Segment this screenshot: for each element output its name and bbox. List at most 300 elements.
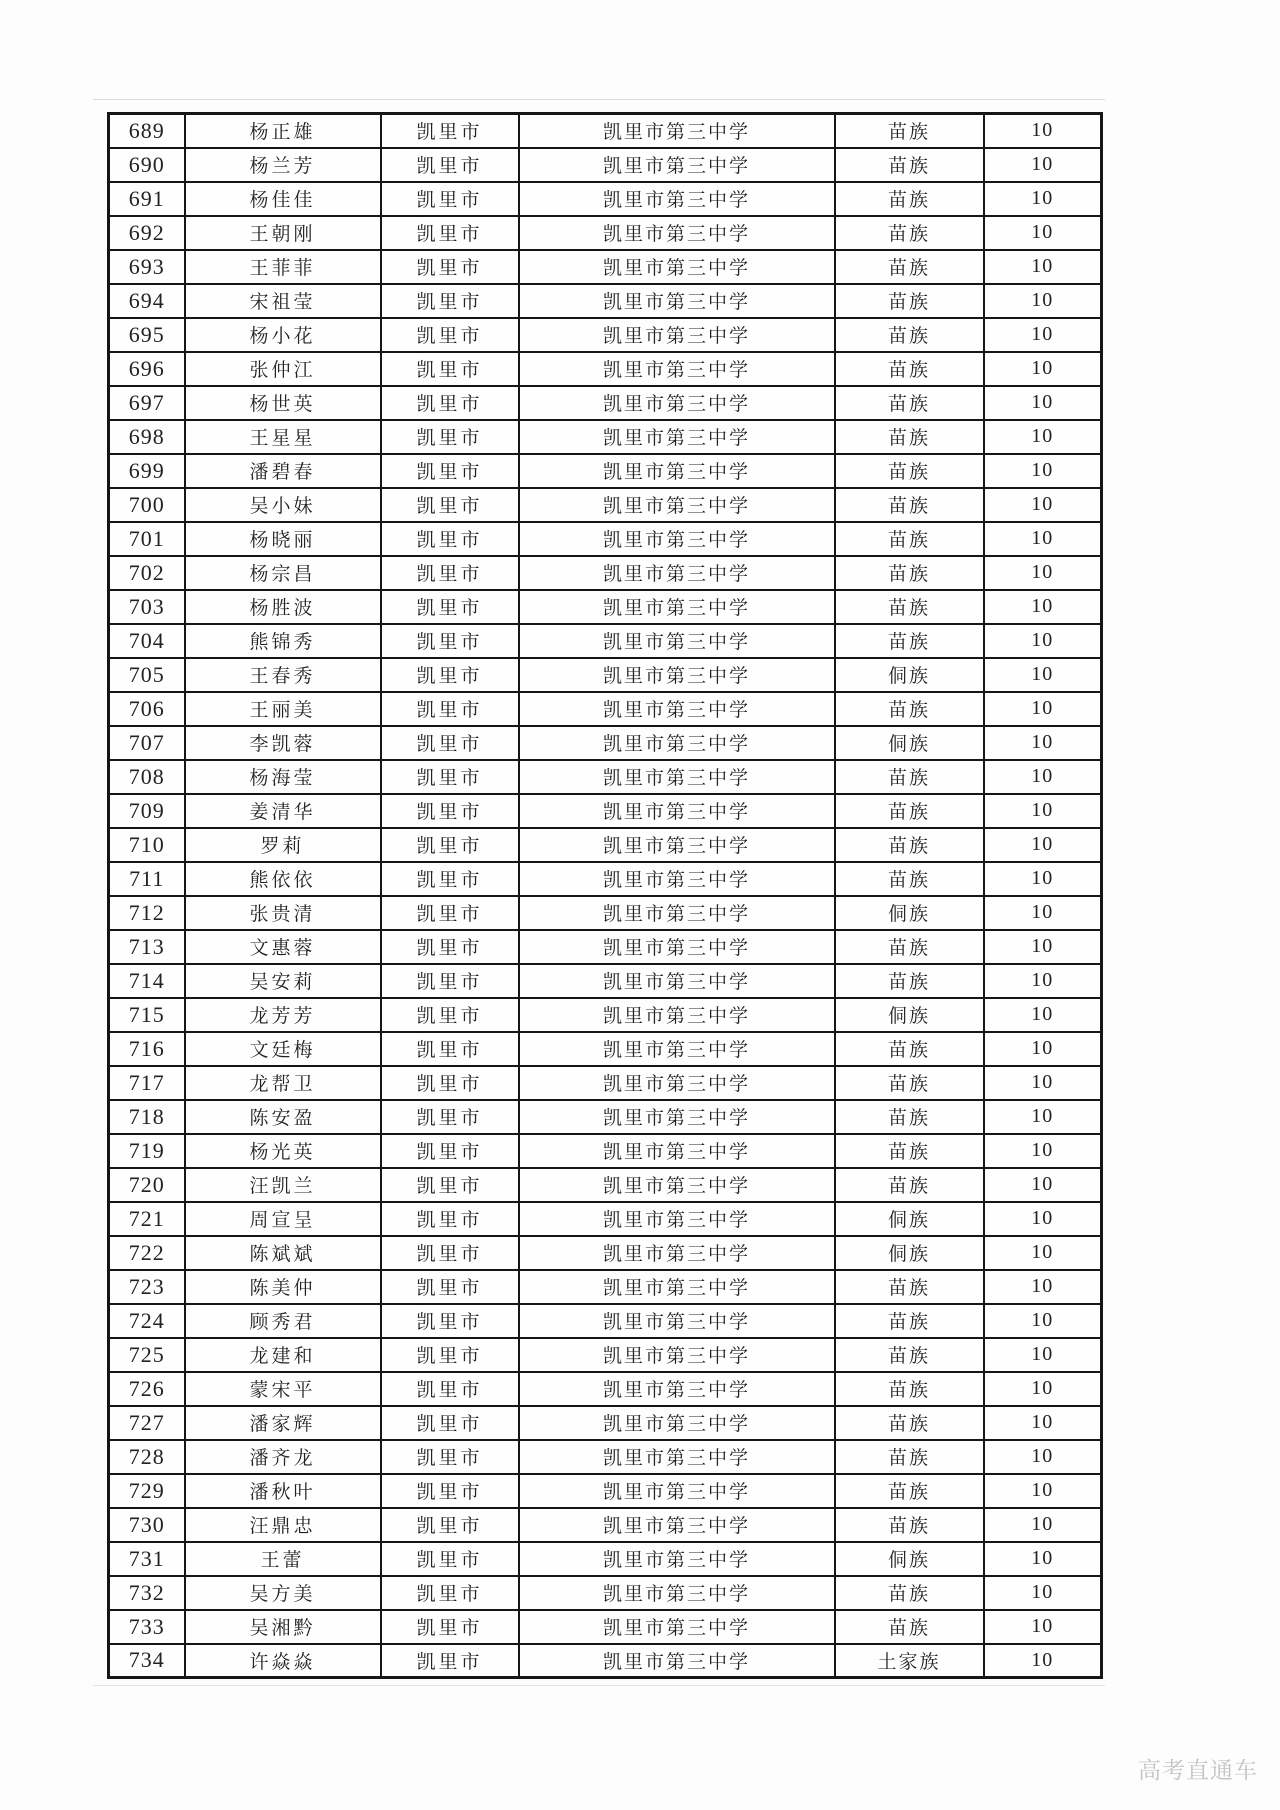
cell-name: 王菲菲 bbox=[185, 250, 381, 284]
cell-ethnicity: 土家族 bbox=[835, 1644, 984, 1678]
table-row bbox=[109, 420, 1102, 454]
cell-ethnicity: 苗族 bbox=[835, 1100, 984, 1134]
cell-points: 10 bbox=[984, 1168, 1102, 1202]
cell-city: 凯里市 bbox=[381, 556, 519, 590]
table-row bbox=[109, 1644, 1102, 1678]
cell-points: 10 bbox=[984, 760, 1102, 794]
cell-name: 吴方美 bbox=[185, 1576, 381, 1610]
cell-school: 凯里市第三中学 bbox=[519, 284, 835, 318]
cell-city: 凯里市 bbox=[381, 1202, 519, 1236]
cell-school: 凯里市第三中学 bbox=[519, 658, 835, 692]
cell-city: 凯里市 bbox=[381, 1542, 519, 1576]
cell-city: 凯里市 bbox=[381, 930, 519, 964]
cell-points: 10 bbox=[984, 420, 1102, 454]
cell-city: 凯里市 bbox=[381, 1270, 519, 1304]
cell-ethnicity: 苗族 bbox=[835, 1610, 984, 1644]
cell-school: 凯里市第三中学 bbox=[519, 522, 835, 556]
table-row bbox=[109, 1406, 1102, 1440]
cell-points: 10 bbox=[984, 1236, 1102, 1270]
cell-school: 凯里市第三中学 bbox=[519, 998, 835, 1032]
cell-points: 10 bbox=[984, 1032, 1102, 1066]
cell-ethnicity: 侗族 bbox=[835, 1236, 984, 1270]
cell-ethnicity: 苗族 bbox=[835, 1406, 984, 1440]
cell-name: 龙建和 bbox=[185, 1338, 381, 1372]
cell-name: 王丽美 bbox=[185, 692, 381, 726]
cell-number: 695 bbox=[109, 318, 185, 352]
cell-city: 凯里市 bbox=[381, 318, 519, 352]
table-row bbox=[109, 726, 1102, 760]
table-row bbox=[109, 1032, 1102, 1066]
cell-school: 凯里市第三中学 bbox=[519, 896, 835, 930]
cell-ethnicity: 苗族 bbox=[835, 114, 984, 148]
cell-school: 凯里市第三中学 bbox=[519, 1372, 835, 1406]
cell-school: 凯里市第三中学 bbox=[519, 114, 835, 148]
cell-points: 10 bbox=[984, 454, 1102, 488]
cell-school: 凯里市第三中学 bbox=[519, 794, 835, 828]
cell-points: 10 bbox=[984, 1644, 1102, 1678]
table-row bbox=[109, 250, 1102, 284]
cell-name: 陈美仲 bbox=[185, 1270, 381, 1304]
cell-name: 吴安莉 bbox=[185, 964, 381, 998]
cell-name: 文廷梅 bbox=[185, 1032, 381, 1066]
table-row bbox=[109, 862, 1102, 896]
cell-city: 凯里市 bbox=[381, 1236, 519, 1270]
cell-ethnicity: 苗族 bbox=[835, 624, 984, 658]
cell-name: 李凯蓉 bbox=[185, 726, 381, 760]
cell-ethnicity: 苗族 bbox=[835, 386, 984, 420]
table-row bbox=[109, 624, 1102, 658]
cell-school: 凯里市第三中学 bbox=[519, 760, 835, 794]
roster-table-body bbox=[109, 114, 1102, 1678]
cell-points: 10 bbox=[984, 1474, 1102, 1508]
cell-school: 凯里市第三中学 bbox=[519, 556, 835, 590]
cell-name: 罗莉 bbox=[185, 828, 381, 862]
cell-number: 728 bbox=[109, 1440, 185, 1474]
cell-number: 709 bbox=[109, 794, 185, 828]
cell-points: 10 bbox=[984, 1508, 1102, 1542]
cell-school: 凯里市第三中学 bbox=[519, 1100, 835, 1134]
table-row bbox=[109, 658, 1102, 692]
cell-city: 凯里市 bbox=[381, 760, 519, 794]
cell-city: 凯里市 bbox=[381, 726, 519, 760]
cell-points: 10 bbox=[984, 1134, 1102, 1168]
cell-school: 凯里市第三中学 bbox=[519, 454, 835, 488]
cell-city: 凯里市 bbox=[381, 216, 519, 250]
cell-city: 凯里市 bbox=[381, 1440, 519, 1474]
cell-name: 吴湘黔 bbox=[185, 1610, 381, 1644]
cell-name: 王朝刚 bbox=[185, 216, 381, 250]
cell-points: 10 bbox=[984, 556, 1102, 590]
cell-number: 690 bbox=[109, 148, 185, 182]
cell-points: 10 bbox=[984, 114, 1102, 148]
table-row bbox=[109, 1576, 1102, 1610]
cell-ethnicity: 侗族 bbox=[835, 658, 984, 692]
cell-school: 凯里市第三中学 bbox=[519, 1270, 835, 1304]
cell-city: 凯里市 bbox=[381, 1134, 519, 1168]
cell-name: 张仲江 bbox=[185, 352, 381, 386]
table-row bbox=[109, 1508, 1102, 1542]
cell-ethnicity: 苗族 bbox=[835, 284, 984, 318]
cell-school: 凯里市第三中学 bbox=[519, 1406, 835, 1440]
cell-number: 702 bbox=[109, 556, 185, 590]
cell-name: 龙芳芳 bbox=[185, 998, 381, 1032]
cell-name: 汪凯兰 bbox=[185, 1168, 381, 1202]
cell-city: 凯里市 bbox=[381, 250, 519, 284]
cell-points: 10 bbox=[984, 386, 1102, 420]
cell-number: 724 bbox=[109, 1304, 185, 1338]
cell-ethnicity: 苗族 bbox=[835, 318, 984, 352]
cell-number: 720 bbox=[109, 1168, 185, 1202]
cell-city: 凯里市 bbox=[381, 658, 519, 692]
cell-school: 凯里市第三中学 bbox=[519, 1338, 835, 1372]
cell-number: 691 bbox=[109, 182, 185, 216]
cell-school: 凯里市第三中学 bbox=[519, 1168, 835, 1202]
cell-school: 凯里市第三中学 bbox=[519, 1202, 835, 1236]
table-row bbox=[109, 1338, 1102, 1372]
cell-school: 凯里市第三中学 bbox=[519, 216, 835, 250]
cell-city: 凯里市 bbox=[381, 692, 519, 726]
cell-points: 10 bbox=[984, 794, 1102, 828]
cell-name: 熊依依 bbox=[185, 862, 381, 896]
cell-number: 703 bbox=[109, 590, 185, 624]
cell-points: 10 bbox=[984, 318, 1102, 352]
cell-school: 凯里市第三中学 bbox=[519, 386, 835, 420]
table-row bbox=[109, 1202, 1102, 1236]
cell-name: 文惠蓉 bbox=[185, 930, 381, 964]
cell-school: 凯里市第三中学 bbox=[519, 590, 835, 624]
table-row bbox=[109, 930, 1102, 964]
table-row bbox=[109, 760, 1102, 794]
cell-city: 凯里市 bbox=[381, 1644, 519, 1678]
cell-name: 陈斌斌 bbox=[185, 1236, 381, 1270]
cell-school: 凯里市第三中学 bbox=[519, 1474, 835, 1508]
cell-ethnicity: 苗族 bbox=[835, 590, 984, 624]
table-row bbox=[109, 1270, 1102, 1304]
cell-points: 10 bbox=[984, 182, 1102, 216]
cell-number: 734 bbox=[109, 1644, 185, 1678]
cell-city: 凯里市 bbox=[381, 1338, 519, 1372]
table-row bbox=[109, 692, 1102, 726]
table-row bbox=[109, 896, 1102, 930]
cell-school: 凯里市第三中学 bbox=[519, 1304, 835, 1338]
cell-ethnicity: 苗族 bbox=[835, 1134, 984, 1168]
cell-school: 凯里市第三中学 bbox=[519, 726, 835, 760]
cell-ethnicity: 苗族 bbox=[835, 1032, 984, 1066]
cell-ethnicity: 苗族 bbox=[835, 522, 984, 556]
cell-number: 716 bbox=[109, 1032, 185, 1066]
cell-points: 10 bbox=[984, 1440, 1102, 1474]
cell-city: 凯里市 bbox=[381, 1032, 519, 1066]
cell-ethnicity: 苗族 bbox=[835, 454, 984, 488]
table-row bbox=[109, 216, 1102, 250]
cell-name: 熊锦秀 bbox=[185, 624, 381, 658]
cell-number: 713 bbox=[109, 930, 185, 964]
cell-number: 711 bbox=[109, 862, 185, 896]
table-row bbox=[109, 1236, 1102, 1270]
cell-ethnicity: 侗族 bbox=[835, 998, 984, 1032]
table-row bbox=[109, 114, 1102, 148]
cell-number: 721 bbox=[109, 1202, 185, 1236]
table-row bbox=[109, 964, 1102, 998]
table-row bbox=[109, 318, 1102, 352]
cell-ethnicity: 苗族 bbox=[835, 862, 984, 896]
cell-school: 凯里市第三中学 bbox=[519, 624, 835, 658]
cell-number: 731 bbox=[109, 1542, 185, 1576]
cell-ethnicity: 苗族 bbox=[835, 250, 984, 284]
cell-ethnicity: 苗族 bbox=[835, 1576, 984, 1610]
cell-name: 潘齐龙 bbox=[185, 1440, 381, 1474]
cell-points: 10 bbox=[984, 284, 1102, 318]
table-row bbox=[109, 998, 1102, 1032]
cell-number: 689 bbox=[109, 114, 185, 148]
cell-number: 723 bbox=[109, 1270, 185, 1304]
cell-number: 730 bbox=[109, 1508, 185, 1542]
cell-school: 凯里市第三中学 bbox=[519, 250, 835, 284]
cell-points: 10 bbox=[984, 998, 1102, 1032]
scan-artifact-line-bottom bbox=[93, 1685, 1105, 1686]
cell-school: 凯里市第三中学 bbox=[519, 148, 835, 182]
cell-school: 凯里市第三中学 bbox=[519, 828, 835, 862]
cell-number: 701 bbox=[109, 522, 185, 556]
cell-ethnicity: 苗族 bbox=[835, 216, 984, 250]
cell-school: 凯里市第三中学 bbox=[519, 1576, 835, 1610]
cell-city: 凯里市 bbox=[381, 1474, 519, 1508]
cell-ethnicity: 苗族 bbox=[835, 1372, 984, 1406]
cell-points: 10 bbox=[984, 930, 1102, 964]
cell-ethnicity: 苗族 bbox=[835, 1508, 984, 1542]
cell-city: 凯里市 bbox=[381, 148, 519, 182]
table-row bbox=[109, 1440, 1102, 1474]
cell-name: 潘碧春 bbox=[185, 454, 381, 488]
cell-number: 718 bbox=[109, 1100, 185, 1134]
cell-points: 10 bbox=[984, 148, 1102, 182]
cell-name: 陈安盈 bbox=[185, 1100, 381, 1134]
cell-number: 729 bbox=[109, 1474, 185, 1508]
scan-artifact-line-top bbox=[93, 99, 1105, 100]
cell-number: 726 bbox=[109, 1372, 185, 1406]
table-row bbox=[109, 1610, 1102, 1644]
table-row bbox=[109, 1372, 1102, 1406]
table-row bbox=[109, 148, 1102, 182]
cell-number: 732 bbox=[109, 1576, 185, 1610]
cell-number: 733 bbox=[109, 1610, 185, 1644]
cell-name: 王星星 bbox=[185, 420, 381, 454]
table-row bbox=[109, 386, 1102, 420]
cell-points: 10 bbox=[984, 624, 1102, 658]
student-roster-table bbox=[107, 112, 1103, 1679]
cell-name: 潘家辉 bbox=[185, 1406, 381, 1440]
cell-school: 凯里市第三中学 bbox=[519, 692, 835, 726]
cell-school: 凯里市第三中学 bbox=[519, 1134, 835, 1168]
cell-number: 707 bbox=[109, 726, 185, 760]
cell-ethnicity: 苗族 bbox=[835, 760, 984, 794]
cell-name: 顾秀君 bbox=[185, 1304, 381, 1338]
cell-number: 704 bbox=[109, 624, 185, 658]
cell-name: 周宣呈 bbox=[185, 1202, 381, 1236]
cell-city: 凯里市 bbox=[381, 862, 519, 896]
cell-name: 杨宗昌 bbox=[185, 556, 381, 590]
cell-points: 10 bbox=[984, 1338, 1102, 1372]
cell-name: 杨小花 bbox=[185, 318, 381, 352]
cell-city: 凯里市 bbox=[381, 1610, 519, 1644]
cell-city: 凯里市 bbox=[381, 624, 519, 658]
cell-points: 10 bbox=[984, 590, 1102, 624]
cell-ethnicity: 苗族 bbox=[835, 556, 984, 590]
watermark-text: 高考直通车 bbox=[1138, 1758, 1258, 1783]
cell-points: 10 bbox=[984, 828, 1102, 862]
cell-ethnicity: 苗族 bbox=[835, 1168, 984, 1202]
cell-school: 凯里市第三中学 bbox=[519, 1508, 835, 1542]
cell-number: 714 bbox=[109, 964, 185, 998]
cell-number: 715 bbox=[109, 998, 185, 1032]
cell-ethnicity: 苗族 bbox=[835, 930, 984, 964]
cell-points: 10 bbox=[984, 522, 1102, 556]
cell-number: 692 bbox=[109, 216, 185, 250]
cell-points: 10 bbox=[984, 726, 1102, 760]
cell-school: 凯里市第三中学 bbox=[519, 420, 835, 454]
cell-number: 717 bbox=[109, 1066, 185, 1100]
cell-city: 凯里市 bbox=[381, 896, 519, 930]
table-row bbox=[109, 1304, 1102, 1338]
cell-city: 凯里市 bbox=[381, 794, 519, 828]
cell-name: 许焱焱 bbox=[185, 1644, 381, 1678]
cell-city: 凯里市 bbox=[381, 1372, 519, 1406]
cell-name: 杨晓丽 bbox=[185, 522, 381, 556]
table-row bbox=[109, 794, 1102, 828]
cell-school: 凯里市第三中学 bbox=[519, 1542, 835, 1576]
table-row bbox=[109, 352, 1102, 386]
cell-ethnicity: 苗族 bbox=[835, 1338, 984, 1372]
cell-name: 宋祖莹 bbox=[185, 284, 381, 318]
cell-number: 719 bbox=[109, 1134, 185, 1168]
cell-name: 吴小妹 bbox=[185, 488, 381, 522]
cell-name: 蒙宋平 bbox=[185, 1372, 381, 1406]
cell-name: 杨光英 bbox=[185, 1134, 381, 1168]
cell-points: 10 bbox=[984, 658, 1102, 692]
cell-school: 凯里市第三中学 bbox=[519, 862, 835, 896]
cell-city: 凯里市 bbox=[381, 1168, 519, 1202]
cell-points: 10 bbox=[984, 862, 1102, 896]
cell-points: 10 bbox=[984, 1202, 1102, 1236]
cell-name: 杨兰芳 bbox=[185, 148, 381, 182]
table-row bbox=[109, 1134, 1102, 1168]
cell-ethnicity: 苗族 bbox=[835, 182, 984, 216]
cell-number: 698 bbox=[109, 420, 185, 454]
cell-points: 10 bbox=[984, 1372, 1102, 1406]
cell-city: 凯里市 bbox=[381, 1508, 519, 1542]
cell-school: 凯里市第三中学 bbox=[519, 182, 835, 216]
cell-points: 10 bbox=[984, 352, 1102, 386]
cell-number: 725 bbox=[109, 1338, 185, 1372]
cell-city: 凯里市 bbox=[381, 1304, 519, 1338]
cell-school: 凯里市第三中学 bbox=[519, 488, 835, 522]
cell-name: 姜清华 bbox=[185, 794, 381, 828]
cell-ethnicity: 侗族 bbox=[835, 1202, 984, 1236]
table-row bbox=[109, 1168, 1102, 1202]
cell-number: 697 bbox=[109, 386, 185, 420]
cell-school: 凯里市第三中学 bbox=[519, 964, 835, 998]
cell-ethnicity: 苗族 bbox=[835, 420, 984, 454]
cell-points: 10 bbox=[984, 692, 1102, 726]
table-row bbox=[109, 182, 1102, 216]
table-row bbox=[109, 556, 1102, 590]
cell-school: 凯里市第三中学 bbox=[519, 1440, 835, 1474]
cell-number: 694 bbox=[109, 284, 185, 318]
table-row bbox=[109, 454, 1102, 488]
cell-number: 708 bbox=[109, 760, 185, 794]
cell-number: 710 bbox=[109, 828, 185, 862]
cell-school: 凯里市第三中学 bbox=[519, 930, 835, 964]
cell-ethnicity: 苗族 bbox=[835, 148, 984, 182]
cell-number: 700 bbox=[109, 488, 185, 522]
cell-name: 杨世英 bbox=[185, 386, 381, 420]
cell-ethnicity: 侗族 bbox=[835, 726, 984, 760]
table-row bbox=[109, 1100, 1102, 1134]
cell-school: 凯里市第三中学 bbox=[519, 1066, 835, 1100]
cell-name: 王春秀 bbox=[185, 658, 381, 692]
table-row bbox=[109, 1474, 1102, 1508]
cell-ethnicity: 苗族 bbox=[835, 1066, 984, 1100]
cell-ethnicity: 苗族 bbox=[835, 964, 984, 998]
cell-ethnicity: 苗族 bbox=[835, 1270, 984, 1304]
cell-city: 凯里市 bbox=[381, 828, 519, 862]
cell-city: 凯里市 bbox=[381, 522, 519, 556]
cell-city: 凯里市 bbox=[381, 114, 519, 148]
cell-number: 722 bbox=[109, 1236, 185, 1270]
cell-points: 10 bbox=[984, 1100, 1102, 1134]
cell-points: 10 bbox=[984, 1542, 1102, 1576]
cell-name: 龙帮卫 bbox=[185, 1066, 381, 1100]
cell-city: 凯里市 bbox=[381, 420, 519, 454]
cell-name: 潘秋叶 bbox=[185, 1474, 381, 1508]
cell-name: 杨胜波 bbox=[185, 590, 381, 624]
cell-points: 10 bbox=[984, 1576, 1102, 1610]
cell-points: 10 bbox=[984, 896, 1102, 930]
cell-points: 10 bbox=[984, 1406, 1102, 1440]
cell-ethnicity: 苗族 bbox=[835, 1304, 984, 1338]
cell-school: 凯里市第三中学 bbox=[519, 352, 835, 386]
cell-ethnicity: 侗族 bbox=[835, 896, 984, 930]
cell-city: 凯里市 bbox=[381, 454, 519, 488]
cell-city: 凯里市 bbox=[381, 998, 519, 1032]
table-row bbox=[109, 590, 1102, 624]
cell-city: 凯里市 bbox=[381, 182, 519, 216]
table-row bbox=[109, 522, 1102, 556]
cell-school: 凯里市第三中学 bbox=[519, 1644, 835, 1678]
cell-ethnicity: 苗族 bbox=[835, 828, 984, 862]
cell-name: 杨海莹 bbox=[185, 760, 381, 794]
cell-points: 10 bbox=[984, 1610, 1102, 1644]
cell-city: 凯里市 bbox=[381, 488, 519, 522]
cell-number: 712 bbox=[109, 896, 185, 930]
cell-ethnicity: 苗族 bbox=[835, 1440, 984, 1474]
cell-city: 凯里市 bbox=[381, 1100, 519, 1134]
table-row bbox=[109, 1066, 1102, 1100]
cell-name: 张贵清 bbox=[185, 896, 381, 930]
cell-city: 凯里市 bbox=[381, 284, 519, 318]
cell-city: 凯里市 bbox=[381, 386, 519, 420]
cell-school: 凯里市第三中学 bbox=[519, 1610, 835, 1644]
cell-city: 凯里市 bbox=[381, 590, 519, 624]
cell-city: 凯里市 bbox=[381, 1406, 519, 1440]
cell-ethnicity: 苗族 bbox=[835, 352, 984, 386]
cell-number: 693 bbox=[109, 250, 185, 284]
cell-points: 10 bbox=[984, 250, 1102, 284]
cell-ethnicity: 苗族 bbox=[835, 692, 984, 726]
cell-name: 王蕾 bbox=[185, 1542, 381, 1576]
table-row bbox=[109, 488, 1102, 522]
cell-points: 10 bbox=[984, 1304, 1102, 1338]
